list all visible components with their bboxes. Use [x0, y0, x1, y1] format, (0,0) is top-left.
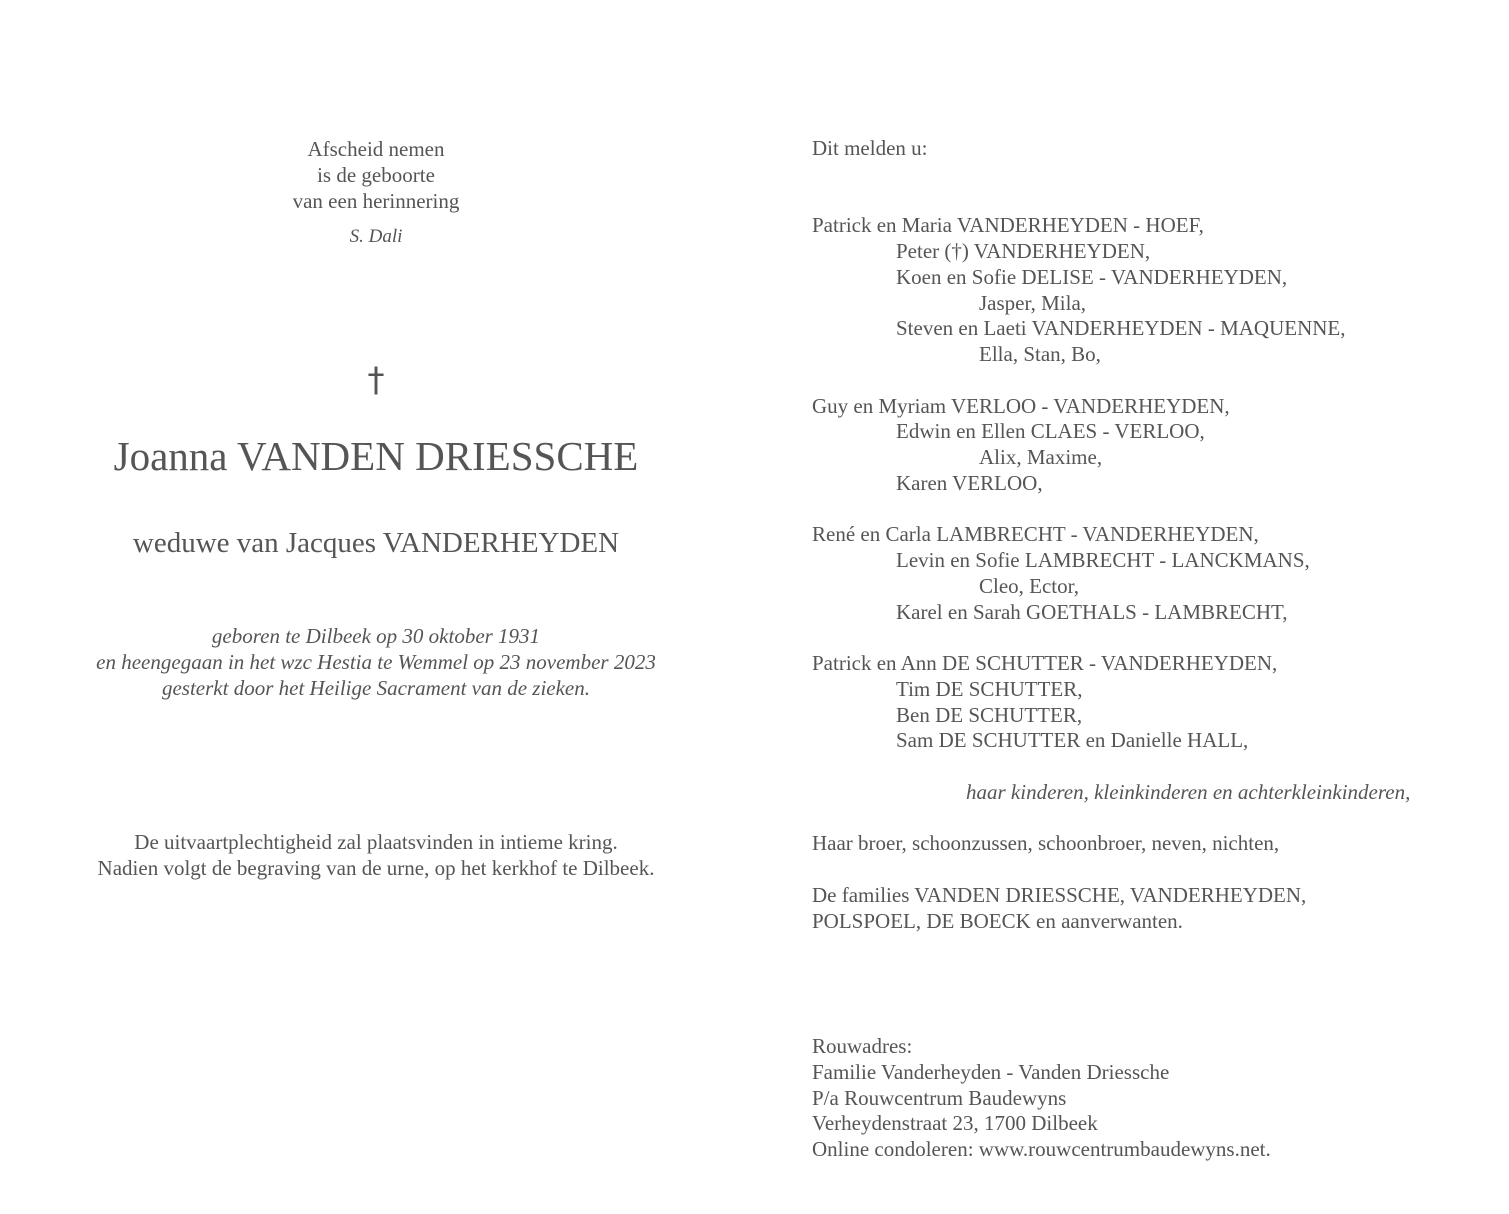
families-line: De families VANDEN DRIESSCHE, VANDERHEYDEN, — [812, 882, 1307, 907]
address-line: Familie Vanderheyden - Vanden Driessche — [812, 1059, 1170, 1084]
family-member: Steven en Laeti VANDERHEYDEN - MAQUENNE, — [896, 316, 1346, 341]
deceased-name: Joanna VANDEN DRIESSCHE — [113, 433, 639, 479]
condolence-link: Online condoleren: www.rouwcentrumbaudewyns.net. — [812, 1137, 1271, 1161]
family-member: Cleo, Ector, — [979, 573, 1080, 598]
family-group — [812, 522, 1492, 625]
family-member: Guy en Myriam VERLOO - VANDERHEYDEN, — [812, 393, 1230, 418]
ceremony-info — [40, 829, 712, 881]
ceremony-line: De uitvaartplechtigheid zal plaatsvinden in intieme kring. — [134, 830, 618, 854]
dates-line: geboren te Dilbeek op 30 oktober 1931 — [211, 624, 541, 648]
ceremony-line: Nadien volgt de begraving van de urne, op het kerkhof te Dilbeek. — [97, 856, 655, 880]
family-member: Patrick en Ann DE SCHUTTER - VANDERHEYDEN, — [812, 651, 1278, 675]
address-line: Verheydenstraat 23, 1700 Dilbeek — [812, 1111, 1098, 1136]
mourning-address — [812, 1034, 1271, 1163]
intro-line: Dit melden u: — [812, 136, 928, 160]
dates-line: en heengegaan in het wzc Hestia te Wemmel op 23 november 2023 — [96, 650, 656, 674]
family-member: Ben DE SCHUTTER, — [896, 702, 1083, 727]
siblings-line: Haar broer, schoonzussen, schoonbroer, neven, nichten, — [812, 831, 1280, 856]
poem-line: Afscheid nemen — [307, 137, 445, 161]
family-group — [812, 394, 1492, 497]
address-label: Rouwadres: — [812, 1034, 913, 1058]
address-line: P/a Rouwcentrum Baudewyns — [812, 1085, 1067, 1110]
family-member: Koen en Sofie DELISE - VANDERHEYDEN, — [896, 264, 1288, 289]
poem-line: is de geboorte — [317, 163, 435, 187]
family-group — [812, 651, 1492, 754]
cross-icon: † — [367, 360, 385, 400]
families-line: POLSPOEL, DE BOECK en aanverwanten. — [812, 908, 1183, 933]
life-dates — [40, 623, 712, 701]
family-member: Karen VERLOO, — [896, 470, 1043, 495]
family-member: Peter (†) VANDERHEYDEN, — [896, 239, 1151, 263]
family-member: Patrick en Maria VANDERHEYDEN - HOEF, — [812, 213, 1204, 238]
family-member: Sam DE SCHUTTER en Danielle HALL, — [896, 728, 1249, 753]
family-member: Levin en Sofie LAMBRECHT - LANCKMANS, — [896, 548, 1310, 572]
family-member: Tim DE SCHUTTER, — [896, 676, 1083, 701]
relation-line: haar kinderen, kleinkinderen en achterkleinkinderen, — [966, 779, 1411, 804]
family-member: Alix, Maxime, — [979, 445, 1103, 469]
widow-line: weduwe van Jacques VANDERHEYDEN — [132, 527, 620, 559]
family-announcement — [812, 136, 1492, 934]
family-member: Karel en Sarah GOETHALS - LAMBRECHT, — [896, 599, 1288, 624]
dates-line: gesterkt door het Heilige Sacrament van de zieken. — [161, 676, 591, 700]
poem-line: van een herinnering — [292, 189, 460, 213]
family-member: Ella, Stan, Bo, — [979, 342, 1101, 366]
family-group — [812, 213, 1492, 368]
family-member: Edwin en Ellen CLAES - VERLOO, — [896, 419, 1205, 444]
poem-author: S. Dali — [349, 226, 403, 247]
poem — [40, 136, 712, 250]
family-member: Jasper, Mila, — [979, 290, 1087, 315]
family-member: René en Carla LAMBRECHT - VANDERHEYDEN, — [812, 522, 1259, 547]
